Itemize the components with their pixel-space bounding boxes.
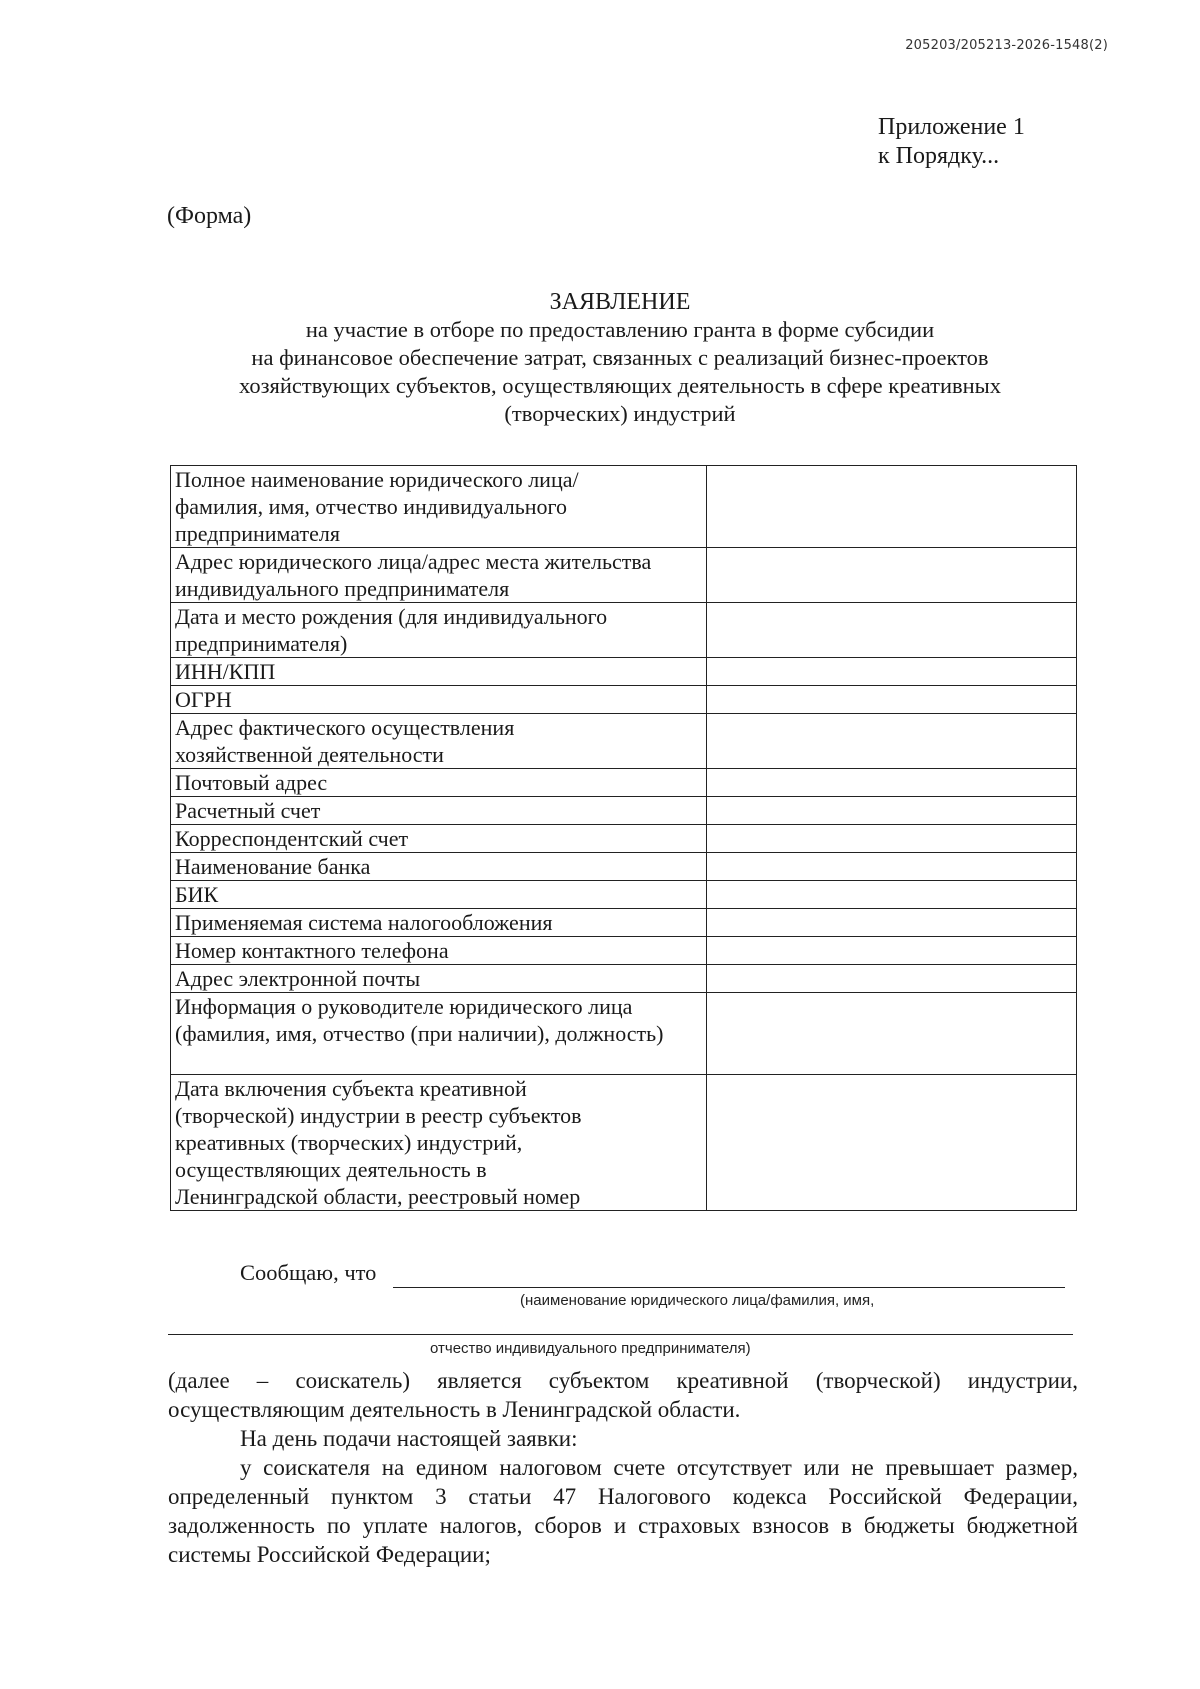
row-value-settlement-account[interactable] xyxy=(706,797,1076,825)
title-line-4: (творческих) индустрий xyxy=(504,401,736,426)
row-value-actual-address[interactable] xyxy=(706,714,1076,769)
title-main: ЗАЯВЛЕНИЕ xyxy=(549,289,691,315)
table-row xyxy=(171,548,1077,603)
row-value-ogrn[interactable] xyxy=(706,686,1076,714)
table-row xyxy=(171,1075,1077,1211)
row-value-registry[interactable] xyxy=(706,1075,1076,1211)
table-row xyxy=(171,603,1077,658)
row-value-postal-address[interactable] xyxy=(706,769,1076,797)
row-label-inn-kpp: ИНН/КПП xyxy=(171,658,707,686)
row-value-email[interactable] xyxy=(706,965,1076,993)
row-value-inn-kpp[interactable] xyxy=(706,658,1076,686)
appendix-reference xyxy=(878,113,1025,171)
appendix-line-2: к Порядку... xyxy=(878,143,1000,169)
row-label-birth: Дата и место рождения (для индивидуального предпринимателя) xyxy=(171,603,707,658)
statement-note-1: (наименование юридического лица/фамилия, имя, xyxy=(520,1292,875,1309)
table-row xyxy=(171,853,1077,881)
table-row xyxy=(171,937,1077,965)
row-label-address: Адрес юридического лица/адрес места жительства индивидуального предпринимателя xyxy=(171,548,707,603)
application-table xyxy=(170,465,1077,1211)
row-label-email: Адрес электронной почты xyxy=(171,965,707,993)
statement-lead: Сообщаю, что xyxy=(240,1260,377,1285)
appendix-line-1: Приложение 1 xyxy=(878,114,1025,140)
row-label-tax-system: Применяемая система налогообложения xyxy=(171,909,707,937)
row-label-registry: Дата включения субъекта креативной (творческой) индустрии в реестр субъектов креативных (творческих) индустрий, осуществляющих деятельность в Ленинградской области, реестровый номер xyxy=(171,1075,707,1211)
body-paragraph-1: (далее – соискатель) является субъектом креативной (творческой) индустрии, осуществляющим деятельность в Ленинградской области. xyxy=(168,1368,1078,1422)
row-label-settlement-account: Расчетный счет xyxy=(171,797,707,825)
row-label-full-name: Полное наименование юридического лица/фамилия, имя, отчество индивидуального предпринимателя xyxy=(171,466,707,548)
row-label-head-info: Информация о руководителе юридического лица (фамилия, имя, отчество (при наличии), должность) xyxy=(171,993,707,1075)
table-row xyxy=(171,658,1077,686)
row-value-bik[interactable] xyxy=(706,881,1076,909)
table-row xyxy=(171,466,1077,548)
row-label-ogrn: ОГРН xyxy=(171,686,707,714)
table-row xyxy=(171,909,1077,937)
row-value-address[interactable] xyxy=(706,548,1076,603)
body-text xyxy=(168,1366,1078,1569)
table-row xyxy=(171,797,1077,825)
row-value-birth[interactable] xyxy=(706,603,1076,658)
table-row xyxy=(171,686,1077,714)
title-line-3: хозяйствующих субъектов, осуществляющих деятельность в сфере креативных xyxy=(238,373,1002,398)
table-row xyxy=(171,881,1077,909)
statement-note-2: отчество индивидуального предпринимателя) xyxy=(430,1340,751,1357)
row-label-actual-address: Адрес фактического осуществления хозяйственной деятельности xyxy=(171,714,707,769)
table-row xyxy=(171,714,1077,769)
row-label-bank-name: Наименование банка xyxy=(171,853,707,881)
table-row xyxy=(171,993,1077,1075)
applicant-name-field-line-2[interactable] xyxy=(168,1334,1073,1335)
row-value-tax-system[interactable] xyxy=(706,909,1076,937)
row-label-correspondent-account: Корреспондентский счет xyxy=(171,825,707,853)
row-value-phone[interactable] xyxy=(706,937,1076,965)
row-value-correspondent-account[interactable] xyxy=(706,825,1076,853)
table-row xyxy=(171,965,1077,993)
form-label: (Форма) xyxy=(167,203,252,229)
row-label-postal-address: Почтовый адрес xyxy=(171,769,707,797)
applicant-name-field-line[interactable] xyxy=(393,1287,1065,1288)
title-line-2: на финансовое обеспечение затрат, связанных с реализаций бизнес-проектов xyxy=(251,345,989,370)
row-value-full-name[interactable] xyxy=(706,466,1076,548)
document-number: 205203/205213-2026-1548(2) xyxy=(905,38,1108,53)
document-title xyxy=(120,288,1120,428)
row-label-phone: Номер контактного телефона xyxy=(171,937,707,965)
title-line-1: на участие в отборе по предоставлению гранта в форме субсидии xyxy=(305,317,935,342)
body-paragraph-2: На день подачи настоящей заявки: xyxy=(240,1426,578,1451)
table-row xyxy=(171,769,1077,797)
body-paragraph-3: у соискателя на едином налоговом счете отсутствует или не превышает размер, определенный пунктом 3 статьи 47 Налогового кодекса Российской Федерации, задолженность по уплате налогов, сборов и страховых взносов в бюджеты бюджетной системы Российской Федерации; xyxy=(168,1455,1078,1567)
table-row xyxy=(171,825,1077,853)
row-value-head-info[interactable] xyxy=(706,993,1076,1075)
row-label-bik: БИК xyxy=(171,881,707,909)
row-value-bank-name[interactable] xyxy=(706,853,1076,881)
